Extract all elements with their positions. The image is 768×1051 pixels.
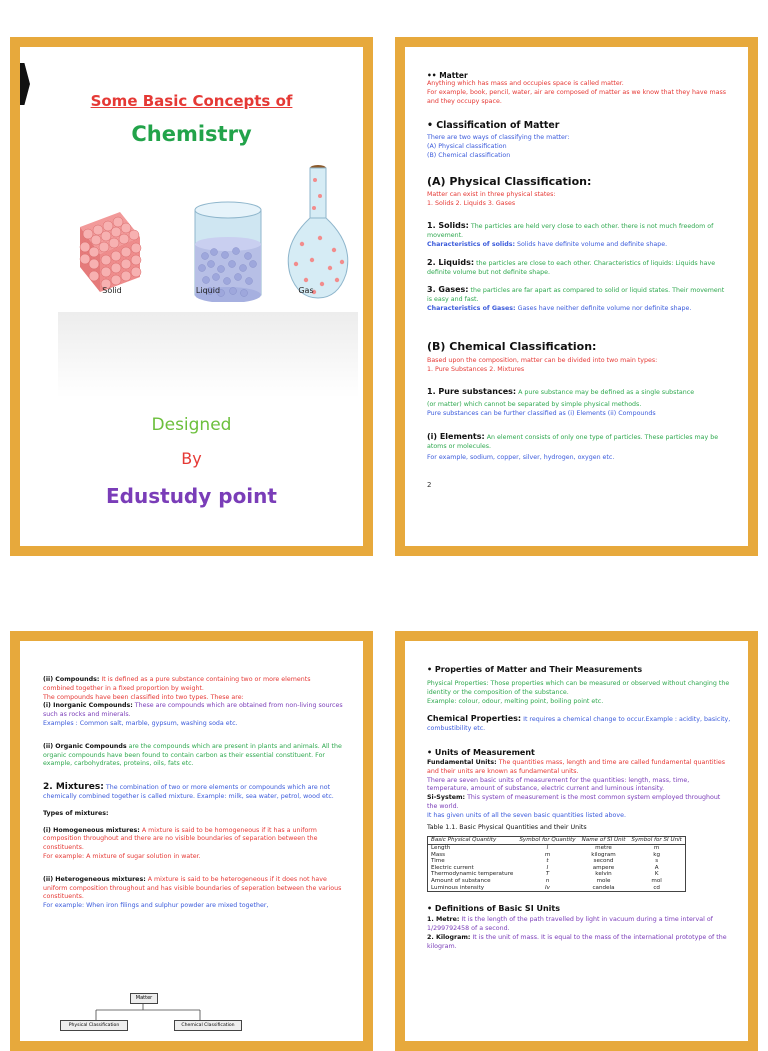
solid-label: Solid <box>102 286 122 295</box>
classification-heading: • Classification of Matter <box>427 120 560 132</box>
cover-title-line1: Some Basic Concepts of <box>90 92 293 110</box>
table-header-cell: Symbol for Quantity <box>516 837 578 844</box>
table-cell: Length <box>431 844 451 851</box>
flowchart-physical: Physical Classification <box>60 1020 128 1031</box>
by-text: By <box>181 449 202 468</box>
table-cell: metre <box>595 844 612 851</box>
solid-icon <box>80 212 141 292</box>
elements-label: (i) Elements: <box>427 431 485 441</box>
cover-title-line2: Chemistry <box>131 122 252 146</box>
table-cell: m <box>653 844 660 851</box>
content-page-4 <box>395 631 758 1051</box>
states-of-matter-illustration <box>50 152 360 302</box>
content-page-3 <box>10 631 373 1051</box>
table-cell: s <box>655 858 659 865</box>
table-cell: Amount of substance <box>431 877 491 884</box>
table-cell: Electric current <box>431 864 474 871</box>
kilogram-label: 2. Kilogram: <box>427 933 471 941</box>
table-row <box>428 885 685 892</box>
units-heading: • Units of Measurement <box>427 747 535 757</box>
fundamental-units-label: Fundamental Units: <box>427 758 497 766</box>
mixtures-text: The combination of two or more elements or compounds which are not chemically combined together is called mixture. Example: milk, sea water, petrol, wood etc. <box>43 784 334 800</box>
matter-heading: •• Matter <box>427 71 468 80</box>
metre-text: It is the length of the path travelled by light in vacuum during a time interval of 1/299792458 of a second. <box>427 916 713 932</box>
table-header-cell: Name of SI Unit <box>579 837 629 844</box>
solids-label: 1. Solids: <box>427 221 469 231</box>
gases-label: 3. Gases: <box>427 285 469 295</box>
author-name: Edustudy point <box>106 484 277 508</box>
gas-label: Gas <box>298 286 314 295</box>
cover-page <box>10 37 373 556</box>
si-system-text: This system of measurement is the most common system employed throughout the world. <box>427 794 721 810</box>
physical-intro: Matter can exist in three physical states: <box>427 190 556 198</box>
table-cell: A <box>654 864 659 871</box>
illustration-reflection <box>58 312 358 398</box>
table-header-cell: Symbol for SI Unit <box>628 837 684 844</box>
metre-label: 1. Metre: <box>427 916 460 924</box>
matter-example: For example, book, pencil, water, air are composed of matter as we know that they have mass and they occupy space. <box>427 88 727 105</box>
table-row <box>428 858 685 865</box>
table-cell: ampere <box>592 864 615 871</box>
chemical-intro: Based upon the composition, matter can be divided into two main types: <box>427 356 658 364</box>
chemical-classification-heading: (B) Chemical Classification: <box>427 339 597 353</box>
table-header-cell: Basic Physical Quantity <box>428 837 516 844</box>
chemical-types: 1. Pure Substances 2. Mixtures <box>427 365 525 373</box>
organic-text: are the compounds which are present in plants and animals. All the organic compounds have been found to contain carbon as their essential constituent. For example, carbohydrates, proteins, oils, fats etc. <box>43 742 342 768</box>
gases-text: the particles are far apart as compared to solid or liquid states. Their movement is easy and fast. <box>427 287 725 304</box>
seven-units-text: There are seven basic units of measurement for the quantities: length, mass, time, temperature, amount of substance, electric current and luminous intensity. <box>427 776 690 793</box>
elements-text: An element consists of only one type of particles. These particles may be atoms or molecules. <box>427 433 719 450</box>
mixtures-label: 2. Mixtures: <box>43 782 104 793</box>
physical-states: 1. Solids 2. Liquids 3. Gases <box>427 199 516 207</box>
solids-text: The particles are held very close to each other. there is not much freedom of movement. <box>427 223 714 240</box>
table-row <box>428 852 685 859</box>
si-system-label: Si-System: <box>427 794 466 802</box>
definitions-heading: • Definitions of Basic SI Units <box>427 904 560 914</box>
table-cell: cd <box>653 884 660 891</box>
liquid-label: Liquid <box>195 286 221 295</box>
table-cell: Iv <box>544 884 550 891</box>
table-cell: Time <box>431 858 445 865</box>
table-cell: second <box>593 858 614 865</box>
table-caption: Table 1.1. Basic Physical Quantities and their Units <box>427 823 587 831</box>
si-given-text: It has given units of all the seven basic quantities listed above. <box>427 811 627 819</box>
pure-text-3: Pure substances can be further classified as (i) Elements (ii) Compounds <box>427 409 656 417</box>
physical-properties-text: Physical Properties: Those properties which can be measured or observed without changing the identity or the composition of the substance. <box>427 680 730 696</box>
fundamental-units-text: The quantities mass, length and time are called fundamental quantities and their units are known as fundamental units. <box>427 758 725 775</box>
gases-char-label: Characteristics of Gases: <box>427 304 516 312</box>
physical-properties-example: Example: colour, odour, melting point, boiling point etc. <box>427 697 604 705</box>
table-cell: candela <box>592 884 615 891</box>
table-cell: Thermodynamic temperature <box>431 871 514 878</box>
chemical-properties-label: Chemical Properties: <box>427 714 522 724</box>
matter-definition: Anything which has mass and occupies space is called matter. <box>427 80 624 87</box>
table-cell: Mass <box>431 851 446 858</box>
compounds-text: It is defined as a pure substance containing two or more elements combined together in a fixed proportion by weight. <box>43 676 311 692</box>
table-cell: l <box>546 844 549 851</box>
kilogram-text: It is the unit of mass. It is equal to the mass of the international prototype of the kilogram. <box>427 933 727 950</box>
classification-b: (B) Chemical classification <box>427 151 511 159</box>
table-cell: Luminous intensity <box>431 884 485 891</box>
table-cell: kilogram <box>591 851 616 858</box>
designed-text: Designed <box>151 415 232 435</box>
compounds-label: (ii) Compounds: <box>43 676 100 683</box>
content-page-2 <box>395 37 758 556</box>
types-of-mixtures-heading: Types of mixtures: <box>43 809 109 817</box>
table-row <box>428 844 685 851</box>
solids-char-label: Characteristics of solids: <box>427 240 515 248</box>
inorganic-examples: Examples : Common salt, marble, gypsum, washing soda etc. <box>43 719 238 727</box>
table-row <box>428 871 685 878</box>
gas-icon <box>288 165 348 298</box>
table-cell: mol <box>651 877 662 884</box>
table-cell: kelvin <box>595 871 612 878</box>
liquids-text: the particles are close to each other. Characteristics of liquids: Liquids have definite volume but not definite shape. <box>427 259 716 276</box>
heterogeneous-text: A mixture is said to be heterogeneous if it does not have uniform composition throughout and has visible boundaries of seperation between the various constituents. <box>43 875 342 901</box>
elements-example: For example, sodium, copper, silver, hydrogen, oxygen etc. <box>427 454 615 462</box>
table-cell: T <box>545 871 550 878</box>
si-units-table <box>427 836 686 892</box>
heterogeneous-example: For example: When iron filings and sulphur powder are mixed together, <box>43 902 269 910</box>
chemical-properties-text: It requires a chemical change to occur.Example : acidity, basicity, combustibility etc. <box>427 716 731 733</box>
flowchart-chemical: Chemical Classification <box>174 1020 242 1031</box>
table-cell: mole <box>596 877 611 884</box>
table-cell: t <box>546 858 549 865</box>
table-cell: m <box>544 851 551 858</box>
flowchart-root: Matter <box>130 993 158 1004</box>
classification-a: (A) Physical classification <box>427 143 507 151</box>
liquids-label: 2. Liquids: <box>427 257 475 267</box>
compounds-types: The compounds have been classified into two types. These are: <box>43 693 244 701</box>
table-row <box>428 865 685 872</box>
properties-heading: • Properties of Matter and Their Measurements <box>427 665 643 674</box>
pure-text-1: A pure substance may be defined as a single substance <box>518 389 695 397</box>
physical-classification-heading: (A) Physical Classification: <box>427 174 592 188</box>
solids-char-text: Solids have definite volume and definite shape. <box>517 240 668 248</box>
classification-intro: There are two ways of classifying the matter: <box>427 134 570 142</box>
classification-flowchart <box>60 993 260 1033</box>
homogeneous-example: For example: A mixture of sugar solution in water. <box>43 852 201 860</box>
inorganic-text: These are compounds which are obtained from non-living sources such as rocks and minerals. <box>43 702 343 719</box>
page-number: 2 <box>427 481 432 490</box>
inorganic-label: (i) Inorganic Compounds: <box>43 702 133 710</box>
table-cell: K <box>654 871 659 878</box>
gases-char-text: Gases have neither definite volume nor definite shape. <box>517 304 692 312</box>
table-cell: I <box>546 864 549 871</box>
pure-substances-label: 1. Pure substances: <box>427 387 517 397</box>
homogeneous-text: A mixture is said to be homogeneous if it has a uniform composition throughout and there are no visible boundaries of separation between the constituents. <box>43 826 318 852</box>
heterogeneous-label: (ii) Heterogeneous mixtures: <box>43 875 146 883</box>
table-cell: n <box>545 877 550 884</box>
organic-label: (ii) Organic Compounds <box>43 742 127 750</box>
table-cell: kg <box>653 851 661 858</box>
pure-text-2: (or matter) which cannot be separated by simple physical methods. <box>427 401 642 409</box>
homogeneous-label: (i) Homogeneous mixtures: <box>43 826 140 834</box>
table-row <box>428 878 685 885</box>
